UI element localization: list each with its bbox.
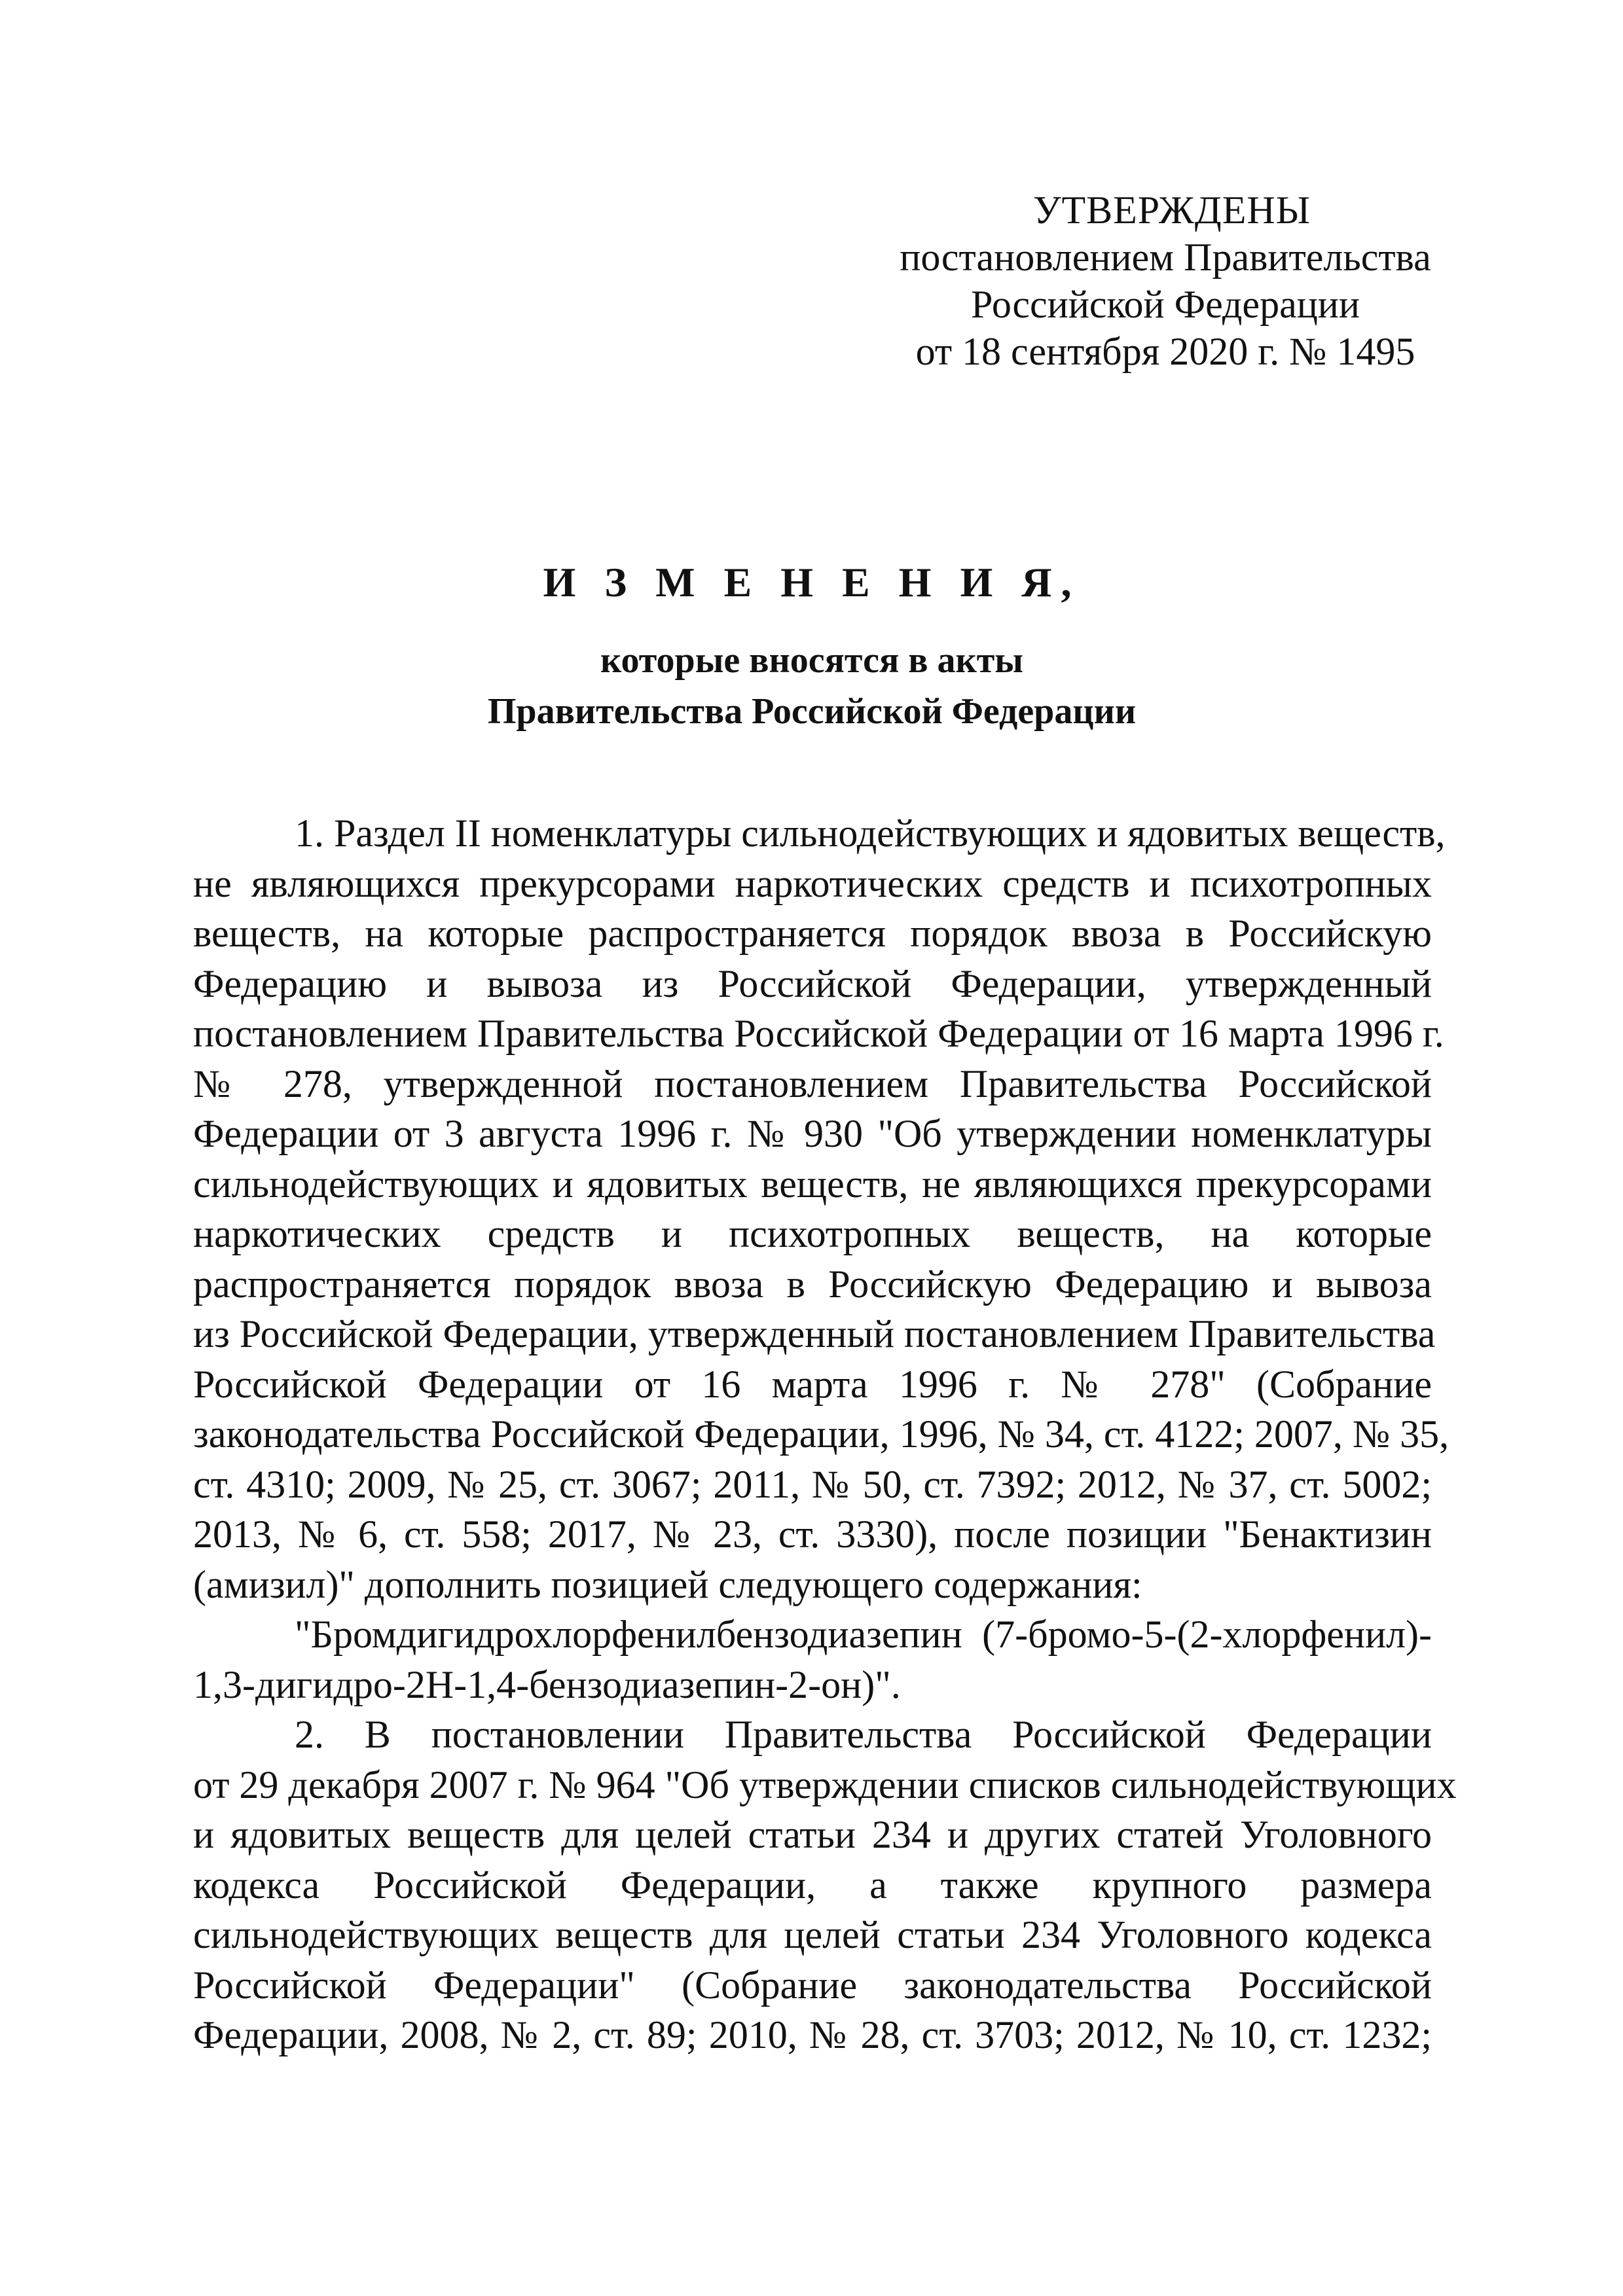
heading-subtitle-2: Правительства Российской Федерации: [487, 691, 1137, 732]
body-line: № 278, утвержденной постановлением Правительства Российской: [193, 1062, 1432, 1105]
body-line: "Бромдигидрохлорфенилбензодиазепин (7-бромо-5-(2-хлорфенил)-: [295, 1613, 1432, 1656]
body-line: Федерации от 3 августа 1996 г. № 930 "Об утверждении номенклатуры: [193, 1112, 1432, 1155]
body-line: 1. Раздел II номенклатуры сильнодействующих и ядовитых веществ,: [295, 812, 1446, 855]
approval-stamp: [897, 187, 1434, 375]
body-line: из Российской Федерации, утвержденный постановлением Правительства: [193, 1312, 1436, 1355]
document-body: [193, 808, 1457, 2060]
body-line: 2013, № 6, ст. 558; 2017, № 23, ст. 3330), после позиции "Бенактизин: [193, 1513, 1432, 1556]
approval-line-1: постановлением Правительства: [900, 236, 1431, 279]
body-line: Российской Федерации" (Собрание законодательства Российской: [193, 1963, 1432, 2007]
document-heading: [196, 556, 1427, 737]
body-line: сильнодействующих и ядовитых веществ, не являющихся прекурсорами: [193, 1162, 1432, 1206]
body-line: кодекса Российской Федерации, а также крупного размера: [193, 1863, 1432, 1907]
body-line: не являющихся прекурсорами наркотических средств и психотропных: [193, 861, 1432, 905]
body-line: наркотических средств и психотропных веществ, на которые: [193, 1212, 1432, 1255]
body-line: Федерацию и вывоза из Российской Федерации, утвержденный: [193, 961, 1432, 1005]
heading-subtitle-1: которые вносятся в акты: [600, 640, 1024, 681]
approval-title: УТВЕРЖДЕНЫ: [1032, 188, 1311, 232]
body-line: Российской Федерации от 16 марта 1996 г. № 278" (Собрание: [193, 1362, 1432, 1406]
body-line: постановлением Правительства Российской Федерации от 16 марта 1996 г.: [193, 1012, 1444, 1055]
body-line: от 29 декабря 2007 г. № 964 "Об утверждении списков сильнодействующих: [193, 1763, 1457, 1806]
body-line: распространяется порядок ввоза в Российскую Федерацию и вывоза: [193, 1262, 1432, 1306]
body-line: 2. В постановлении Правительства Российской Федерации: [295, 1713, 1432, 1756]
body-line: Федерации, 2008, № 2, ст. 89; 2010, № 28, ст. 3703; 2012, № 10, ст. 1232;: [193, 2013, 1432, 2056]
body-line: ст. 4310; 2009, № 25, ст. 3067; 2011, № 50, ст. 7392; 2012, № 37, ст. 5002;: [193, 1462, 1432, 1506]
body-line: законодательства Российской Федерации, 1996, № 34, ст. 4122; 2007, № 35,: [193, 1412, 1450, 1456]
heading-title: И З М Е Н Е Н И Я,: [543, 559, 1081, 605]
body-line: веществ, на которые распространяется порядок ввоза в Российскую: [193, 912, 1432, 955]
approval-line-2: Российской Федерации: [970, 283, 1360, 326]
approval-line-3: от 18 сентября 2020 г. № 1495: [915, 330, 1415, 373]
body-line: и ядовитых веществ для целей статьи 234 и других статей Уголовного: [193, 1813, 1432, 1856]
body-line: 1,3-дигидро-2Н-1,4-бензодиазепин-2-он)".: [193, 1662, 901, 1706]
body-line: (амизил)" дополнить позицией следующего содержания:: [193, 1562, 1142, 1606]
body-line: сильнодействующих веществ для целей статьи 234 Уголовного кодекса: [193, 1913, 1432, 1956]
